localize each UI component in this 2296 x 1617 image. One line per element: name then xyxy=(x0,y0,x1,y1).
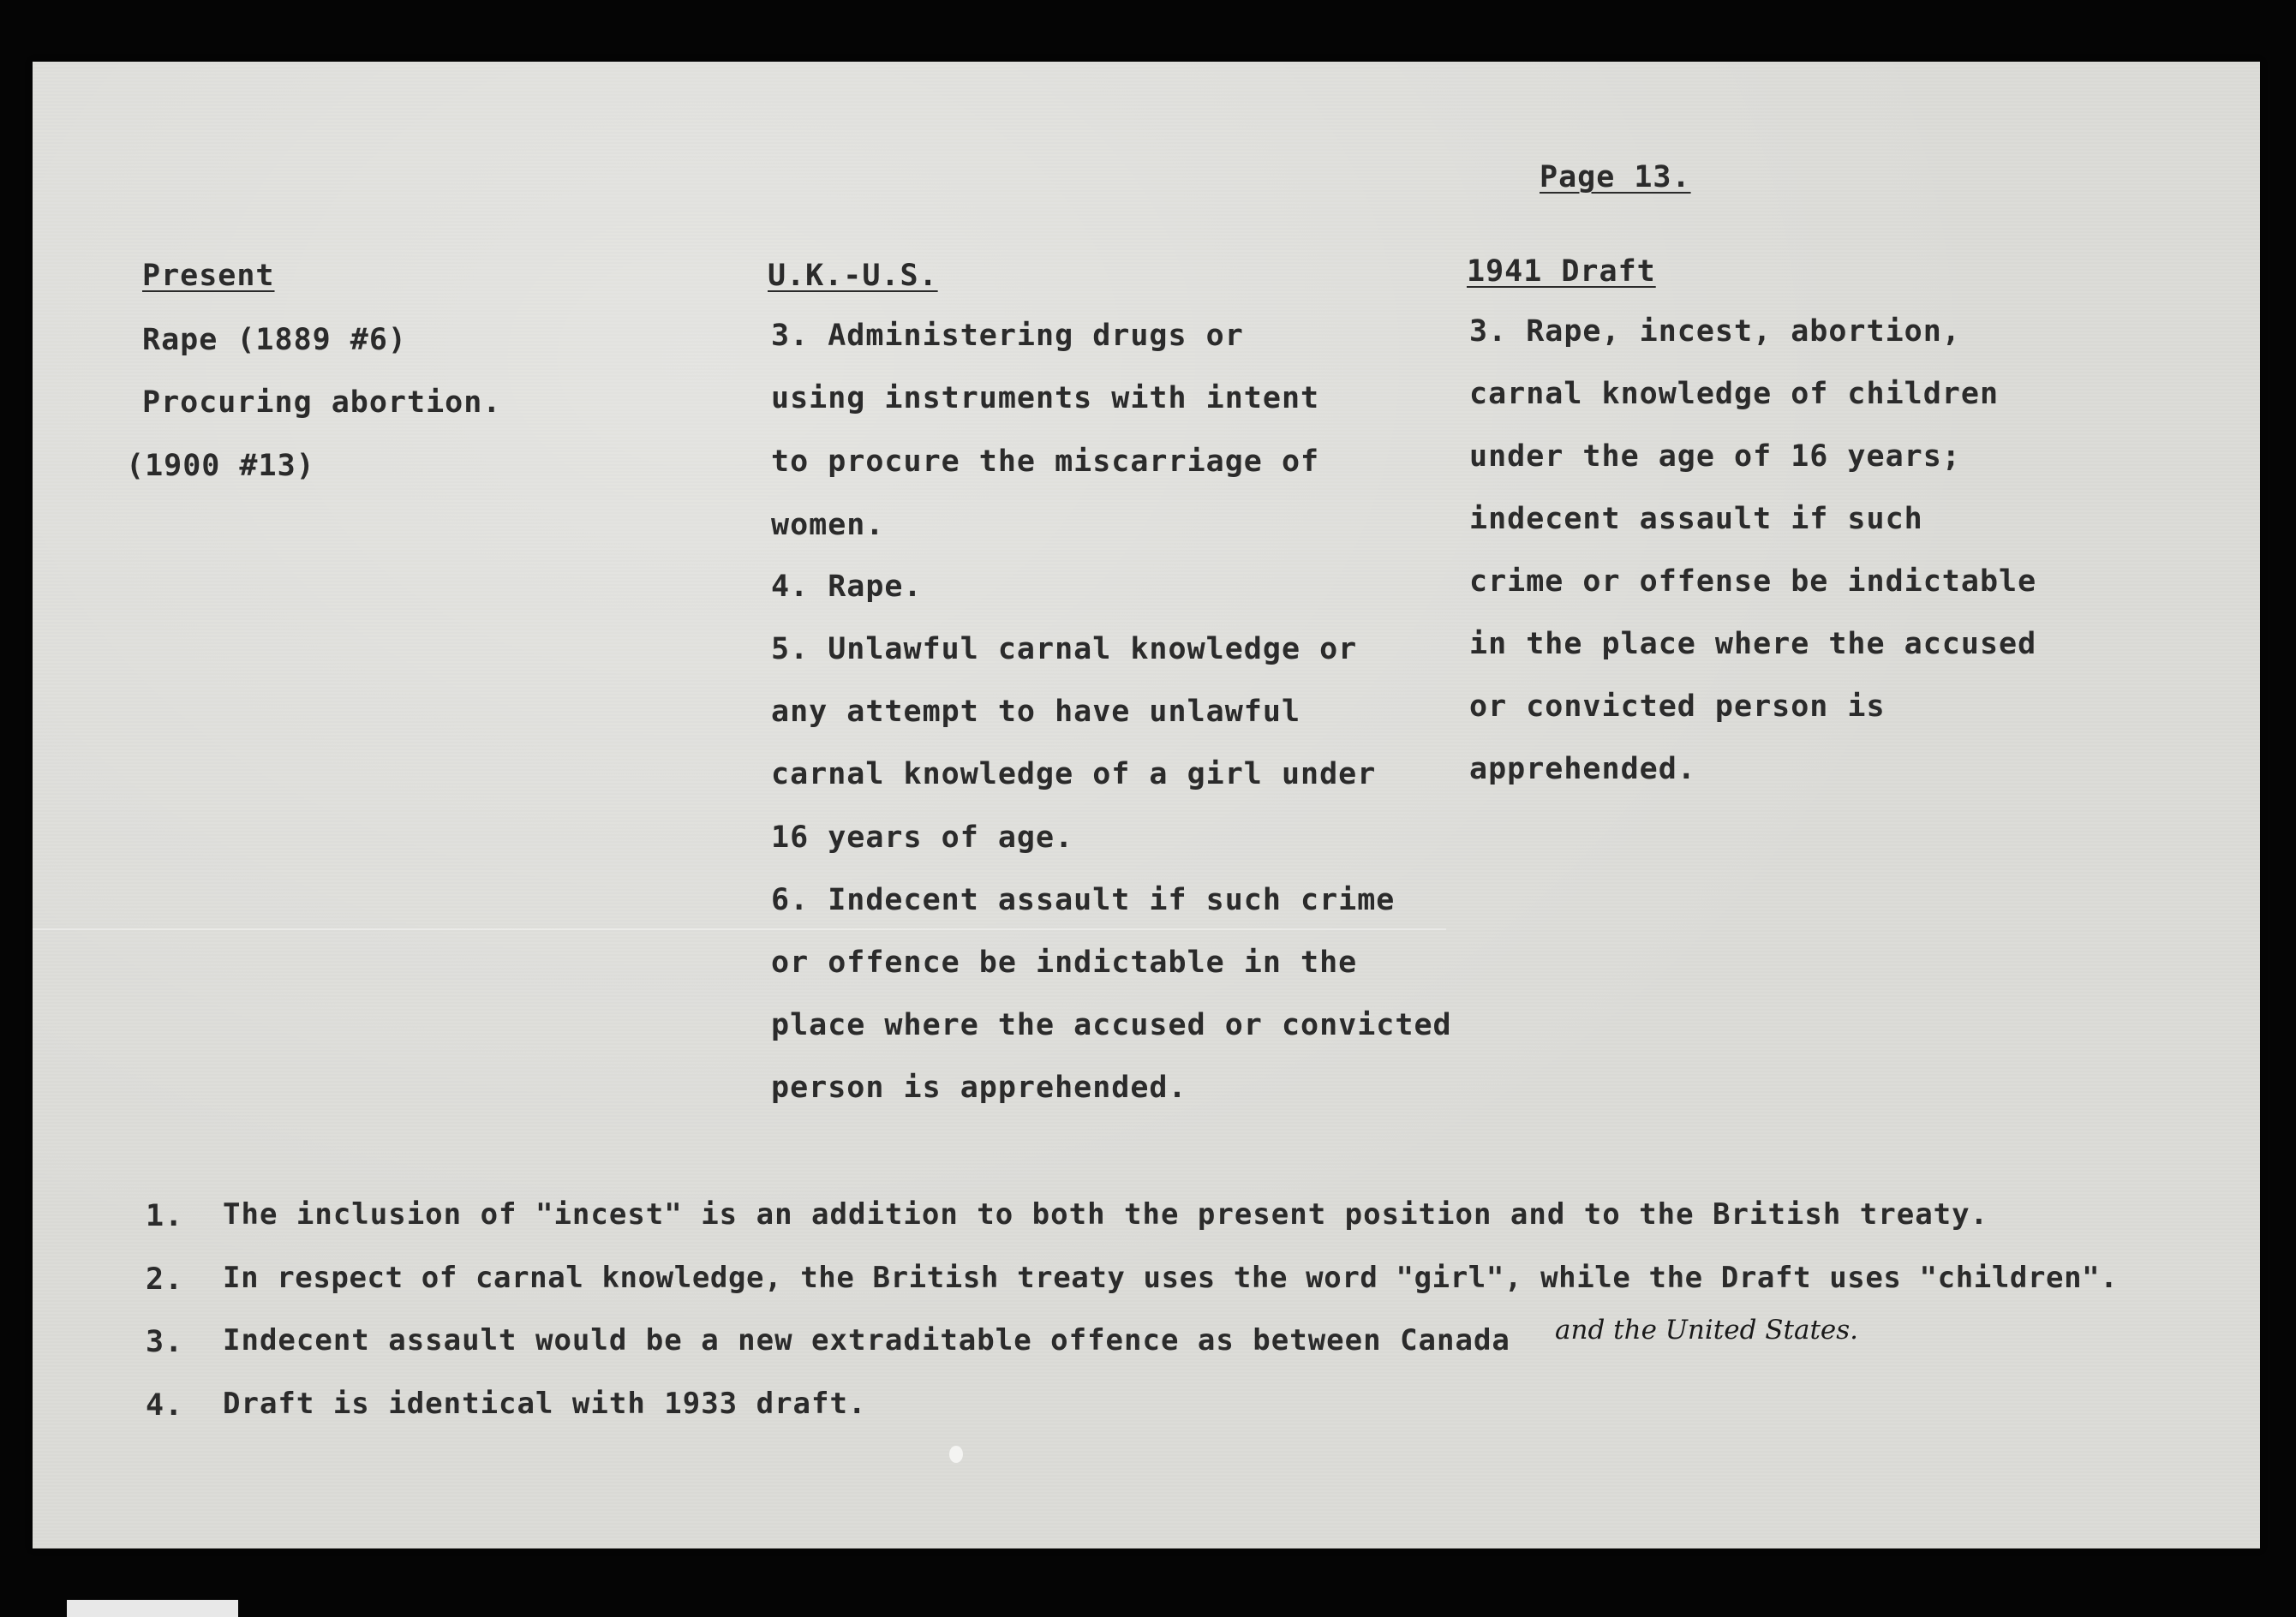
scan-edge-tab xyxy=(67,1600,238,1617)
draft-line: indecent assault if such xyxy=(1469,502,1923,536)
uk-us-line: place where the accused or convicted xyxy=(771,1008,1452,1042)
note-text: The inclusion of "incest" is an addition to both the present position and to the British treaty. xyxy=(223,1197,1989,1232)
note-number: 4. xyxy=(146,1388,184,1423)
uk-us-line: or offence be indictable in the xyxy=(771,946,1358,980)
draft-line: 3. Rape, incest, abortion, xyxy=(1469,314,1961,349)
draft-1941-heading: 1941 Draft xyxy=(1467,254,1656,289)
note-text: Draft is identical with 1933 draft. xyxy=(223,1387,867,1421)
uk-us-line: 16 years of age. xyxy=(771,820,1074,855)
note-number: 1. xyxy=(146,1199,184,1233)
uk-us-line: to procure the miscarriage of xyxy=(771,445,1320,479)
uk-us-line: 5. Unlawful carnal knowledge or xyxy=(771,632,1358,666)
uk-us-heading: U.K.-U.S. xyxy=(768,259,938,293)
uk-us-line: person is apprehended. xyxy=(771,1071,1187,1105)
present-line: Rape (1889 #6) xyxy=(142,323,408,357)
uk-us-line: 6. Indecent assault if such crime xyxy=(771,883,1396,917)
page-number: Page 13. xyxy=(1540,160,1691,194)
draft-line: or convicted person is xyxy=(1469,689,1886,724)
uk-us-line: 4. Rape. xyxy=(771,570,923,604)
note-number: 3. xyxy=(146,1325,184,1359)
present-heading: Present xyxy=(142,259,275,293)
uk-us-line: carnal knowledge of a girl under xyxy=(771,757,1377,791)
note-text: Indecent assault would be a new extraditable offence as between Canada xyxy=(223,1323,1510,1357)
note-text: In respect of carnal knowledge, the British treaty uses the word "girl", while the Draft uses "children". xyxy=(223,1261,2119,1295)
uk-us-line: any attempt to have unlawful xyxy=(771,695,1301,729)
paper-fold-line xyxy=(33,928,1446,930)
draft-line: apprehended. xyxy=(1469,752,1696,786)
uk-us-line: using instruments with intent xyxy=(771,381,1320,415)
present-line: Procuring abortion. xyxy=(142,385,502,420)
draft-line: in the place where the accused xyxy=(1469,627,2037,661)
draft-line: under the age of 16 years; xyxy=(1469,439,1961,474)
present-line: (1900 #13) xyxy=(126,449,315,483)
note-number: 2. xyxy=(146,1262,184,1297)
uk-us-line: 3. Administering drugs or xyxy=(771,319,1244,353)
draft-line: crime or offense be indictable xyxy=(1469,564,2037,599)
paper-speck xyxy=(949,1446,963,1463)
uk-us-line: women. xyxy=(771,508,885,542)
handwritten-annotation: and the United States. xyxy=(1555,1315,1859,1346)
draft-line: carnal knowledge of children xyxy=(1469,377,2000,411)
